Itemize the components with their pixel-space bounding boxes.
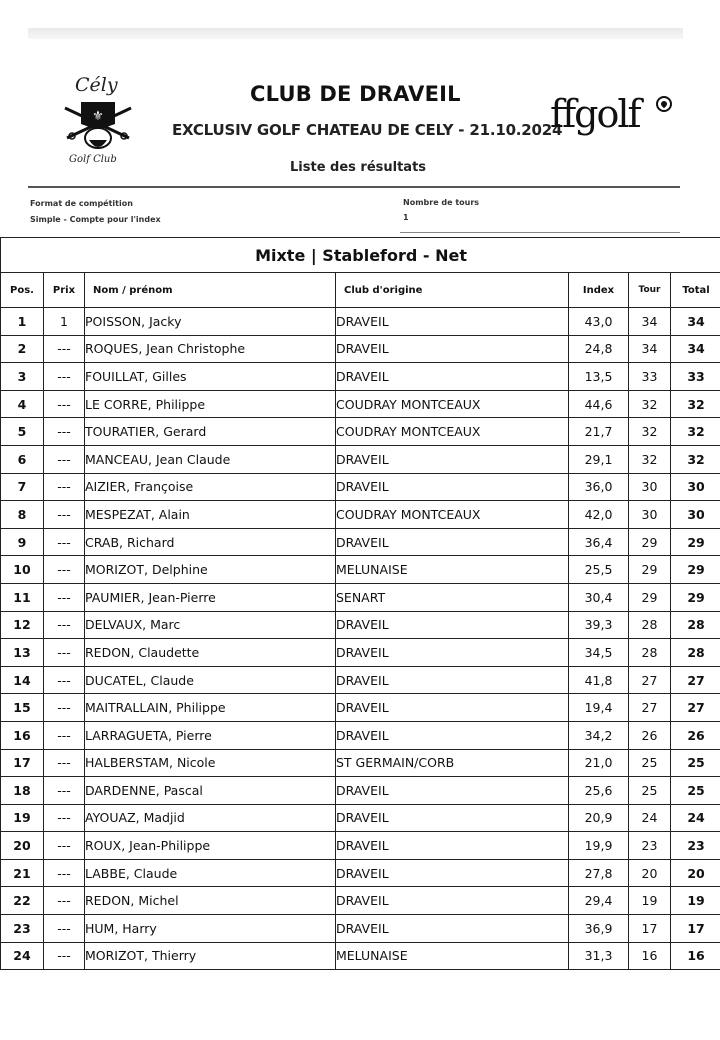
cell-club: DRAVEIL — [336, 915, 569, 943]
cell-club: DRAVEIL — [336, 611, 569, 639]
table-row — [1, 611, 720, 639]
cell-pos: 1 — [1, 308, 44, 336]
cell-pos: 18 — [1, 777, 44, 805]
table-row — [1, 528, 720, 556]
cell-name: CRAB, Richard — [85, 528, 336, 556]
cell-name: REDON, Claudette — [85, 639, 336, 667]
cell-tour: 30 — [629, 501, 671, 529]
cell-prix: --- — [44, 942, 85, 970]
cell-club: COUDRAY MONTCEAUX — [336, 501, 569, 529]
col-header-index: Index — [569, 273, 629, 308]
cell-pos: 21 — [1, 859, 44, 887]
cell-name: REDON, Michel — [85, 887, 336, 915]
cell-name: ROUX, Jean-Philippe — [85, 832, 336, 860]
cell-pos: 6 — [1, 445, 44, 473]
table-row — [1, 804, 720, 832]
cell-total: 32 — [671, 418, 720, 446]
cell-pos: 15 — [1, 694, 44, 722]
cell-prix: --- — [44, 694, 85, 722]
cell-tour: 30 — [629, 473, 671, 501]
cell-index: 13,5 — [569, 363, 629, 391]
cell-total: 29 — [671, 556, 720, 584]
cell-name: DELVAUX, Marc — [85, 611, 336, 639]
cell-prix: --- — [44, 501, 85, 529]
cell-total: 27 — [671, 666, 720, 694]
cell-index: 21,7 — [569, 418, 629, 446]
cell-tour: 34 — [629, 335, 671, 363]
cell-club: DRAVEIL — [336, 639, 569, 667]
table-row — [1, 556, 720, 584]
cell-pos: 24 — [1, 942, 44, 970]
table-row — [1, 721, 720, 749]
cell-index: 44,6 — [569, 390, 629, 418]
cell-total: 25 — [671, 777, 720, 805]
table-row — [1, 859, 720, 887]
cell-index: 25,6 — [569, 777, 629, 805]
table-row — [1, 418, 720, 446]
cell-tour: 19 — [629, 887, 671, 915]
table-row — [1, 308, 720, 336]
cell-total: 19 — [671, 887, 720, 915]
table-row — [1, 694, 720, 722]
cell-pos: 19 — [1, 804, 44, 832]
cell-name: PAUMIER, Jean-Pierre — [85, 583, 336, 611]
cell-name: HALBERSTAM, Nicole — [85, 749, 336, 777]
cell-tour: 28 — [629, 611, 671, 639]
col-header-prix: Prix — [44, 273, 85, 308]
cell-total: 28 — [671, 639, 720, 667]
cell-index: 34,2 — [569, 721, 629, 749]
cell-tour: 32 — [629, 390, 671, 418]
cell-tour: 16 — [629, 942, 671, 970]
cell-pos: 23 — [1, 915, 44, 943]
cell-prix: --- — [44, 639, 85, 667]
cell-club: DRAVEIL — [336, 859, 569, 887]
cell-tour: 29 — [629, 528, 671, 556]
cell-prix: --- — [44, 749, 85, 777]
cell-tour: 33 — [629, 363, 671, 391]
cell-tour: 28 — [629, 639, 671, 667]
cell-prix: --- — [44, 363, 85, 391]
cell-name: MANCEAU, Jean Claude — [85, 445, 336, 473]
cell-club: MELUNAISE — [336, 556, 569, 584]
cely-golf-club-logo — [55, 74, 140, 174]
cell-pos: 3 — [1, 363, 44, 391]
table-row — [1, 666, 720, 694]
cell-tour: 29 — [629, 583, 671, 611]
cell-index: 20,9 — [569, 804, 629, 832]
cell-total: 20 — [671, 859, 720, 887]
cell-prix: --- — [44, 473, 85, 501]
cell-name: TOURATIER, Gerard — [85, 418, 336, 446]
cell-index: 43,0 — [569, 308, 629, 336]
cell-total: 32 — [671, 445, 720, 473]
header-divider — [28, 186, 680, 188]
top-scan-bar — [28, 28, 683, 39]
cell-prix: --- — [44, 556, 85, 584]
cell-index: 29,4 — [569, 887, 629, 915]
cell-tour: 20 — [629, 859, 671, 887]
cell-tour: 25 — [629, 777, 671, 805]
table-row — [1, 832, 720, 860]
cell-pos: 4 — [1, 390, 44, 418]
cell-total: 28 — [671, 611, 720, 639]
cell-total: 24 — [671, 804, 720, 832]
cell-tour: 27 — [629, 694, 671, 722]
cell-index: 36,9 — [569, 915, 629, 943]
cell-pos: 11 — [1, 583, 44, 611]
cell-index: 36,4 — [569, 528, 629, 556]
cell-prix: 1 — [44, 308, 85, 336]
cell-pos: 8 — [1, 501, 44, 529]
table-row — [1, 777, 720, 805]
event-title: EXCLUSIV GOLF CHATEAU DE CELY - 21.10.2024 — [172, 121, 563, 139]
cell-pos: 13 — [1, 639, 44, 667]
cell-club: DRAVEIL — [336, 335, 569, 363]
cell-name: FOUILLAT, Gilles — [85, 363, 336, 391]
table-row — [1, 887, 720, 915]
cell-pos: 20 — [1, 832, 44, 860]
cell-index: 29,1 — [569, 445, 629, 473]
cell-pos: 7 — [1, 473, 44, 501]
cell-tour: 32 — [629, 418, 671, 446]
results-table — [0, 237, 720, 970]
col-header-total: Total — [671, 273, 720, 308]
table-caption: Mixte | Stableford - Net — [1, 238, 720, 273]
cell-index: 24,8 — [569, 335, 629, 363]
table-header-row — [1, 273, 720, 308]
cell-prix: --- — [44, 915, 85, 943]
cell-index: 27,8 — [569, 859, 629, 887]
cell-name: DARDENNE, Pascal — [85, 777, 336, 805]
table-row — [1, 390, 720, 418]
cell-pos: 9 — [1, 528, 44, 556]
cell-name: LABBE, Claude — [85, 859, 336, 887]
cell-pos: 10 — [1, 556, 44, 584]
cell-name: MESPEZAT, Alain — [85, 501, 336, 529]
cell-index: 34,5 — [569, 639, 629, 667]
cell-index: 30,4 — [569, 583, 629, 611]
cell-name: MAITRALLAIN, Philippe — [85, 694, 336, 722]
cell-pos: 14 — [1, 666, 44, 694]
col-header-club: Club d'origine — [336, 273, 569, 308]
cell-index: 21,0 — [569, 749, 629, 777]
cell-tour: 24 — [629, 804, 671, 832]
cell-pos: 17 — [1, 749, 44, 777]
table-row — [1, 583, 720, 611]
cell-prix: --- — [44, 418, 85, 446]
logo-golf-club-text: Golf Club — [69, 154, 117, 165]
cell-prix: --- — [44, 721, 85, 749]
cell-tour: 27 — [629, 666, 671, 694]
cell-total: 29 — [671, 583, 720, 611]
ffgolf-logo: ffgolf — [550, 92, 640, 136]
cell-total: 29 — [671, 528, 720, 556]
cell-pos: 16 — [1, 721, 44, 749]
cell-club: DRAVEIL — [336, 363, 569, 391]
list-title: Liste des résultats — [290, 160, 427, 175]
cell-club: DRAVEIL — [336, 445, 569, 473]
cell-club: DRAVEIL — [336, 308, 569, 336]
cell-name: LE CORRE, Philippe — [85, 390, 336, 418]
cell-tour: 32 — [629, 445, 671, 473]
cell-total: 23 — [671, 832, 720, 860]
col-header-pos: Pos. — [1, 273, 44, 308]
cell-total: 16 — [671, 942, 720, 970]
cell-total: 17 — [671, 915, 720, 943]
cell-prix: --- — [44, 335, 85, 363]
cell-tour: 29 — [629, 556, 671, 584]
table-row — [1, 915, 720, 943]
cell-name: MORIZOT, Delphine — [85, 556, 336, 584]
cell-prix: --- — [44, 859, 85, 887]
cell-index: 19,4 — [569, 694, 629, 722]
cell-total: 26 — [671, 721, 720, 749]
cell-index: 41,8 — [569, 666, 629, 694]
table-row — [1, 942, 720, 970]
table-row — [1, 501, 720, 529]
cell-total: 32 — [671, 390, 720, 418]
cell-tour: 23 — [629, 832, 671, 860]
cell-name: LARRAGUETA, Pierre — [85, 721, 336, 749]
cell-prix: --- — [44, 777, 85, 805]
cell-total: 33 — [671, 363, 720, 391]
cell-pos: 2 — [1, 335, 44, 363]
table-row — [1, 473, 720, 501]
table-row — [1, 445, 720, 473]
cell-name: ROQUES, Jean Christophe — [85, 335, 336, 363]
col-header-name: Nom / prénom — [85, 273, 336, 308]
cell-index: 31,3 — [569, 942, 629, 970]
cell-club: DRAVEIL — [336, 777, 569, 805]
cell-tour: 25 — [629, 749, 671, 777]
cell-index: 19,9 — [569, 832, 629, 860]
cell-prix: --- — [44, 887, 85, 915]
col-header-tour: Tour — [629, 273, 671, 308]
cell-club: ST GERMAIN/CORB — [336, 749, 569, 777]
rounds-value: 1 — [403, 213, 409, 222]
cell-club: DRAVEIL — [336, 666, 569, 694]
cell-club: DRAVEIL — [336, 473, 569, 501]
cell-club: COUDRAY MONTCEAUX — [336, 418, 569, 446]
cell-total: 27 — [671, 694, 720, 722]
cell-total: 25 — [671, 749, 720, 777]
cell-club: DRAVEIL — [336, 804, 569, 832]
cell-name: MORIZOT, Thierry — [85, 942, 336, 970]
crossed-clubs-crest-icon — [63, 98, 133, 156]
cell-prix: --- — [44, 583, 85, 611]
format-label: Format de compétition — [30, 199, 133, 208]
cell-club: DRAVEIL — [336, 721, 569, 749]
cell-prix: --- — [44, 445, 85, 473]
cell-tour: 26 — [629, 721, 671, 749]
cell-club: DRAVEIL — [336, 694, 569, 722]
cell-index: 42,0 — [569, 501, 629, 529]
cell-total: 30 — [671, 473, 720, 501]
cell-index: 39,3 — [569, 611, 629, 639]
cell-total: 30 — [671, 501, 720, 529]
logo-cely-text: Cély — [75, 74, 118, 96]
table-row — [1, 363, 720, 391]
cell-club: COUDRAY MONTCEAUX — [336, 390, 569, 418]
cell-prix: --- — [44, 804, 85, 832]
rounds-label: Nombre de tours — [403, 198, 480, 207]
svg-text:⚜: ⚜ — [92, 109, 104, 124]
cell-name: AYOUAZ, Madjid — [85, 804, 336, 832]
cell-pos: 12 — [1, 611, 44, 639]
ffgolf-registered-icon — [656, 96, 672, 112]
table-row — [1, 335, 720, 363]
cell-club: DRAVEIL — [336, 887, 569, 915]
cell-tour: 34 — [629, 308, 671, 336]
cell-total: 34 — [671, 308, 720, 336]
cell-club: DRAVEIL — [336, 832, 569, 860]
cell-prix: --- — [44, 528, 85, 556]
table-row — [1, 639, 720, 667]
meta-divider — [400, 232, 680, 233]
cell-name: AIZIER, Françoise — [85, 473, 336, 501]
cell-name: HUM, Harry — [85, 915, 336, 943]
cell-index: 25,5 — [569, 556, 629, 584]
cell-tour: 17 — [629, 915, 671, 943]
table-row — [1, 749, 720, 777]
cell-pos: 5 — [1, 418, 44, 446]
club-title: CLUB DE DRAVEIL — [250, 82, 461, 106]
cell-club: DRAVEIL — [336, 528, 569, 556]
cell-club: SENART — [336, 583, 569, 611]
cell-name: DUCATEL, Claude — [85, 666, 336, 694]
cell-prix: --- — [44, 832, 85, 860]
cell-pos: 22 — [1, 887, 44, 915]
cell-prix: --- — [44, 666, 85, 694]
format-value: Simple - Compte pour l'index — [30, 215, 161, 224]
cell-club: MELUNAISE — [336, 942, 569, 970]
cell-name: POISSON, Jacky — [85, 308, 336, 336]
cell-prix: --- — [44, 390, 85, 418]
cell-total: 34 — [671, 335, 720, 363]
cell-prix: --- — [44, 611, 85, 639]
cell-index: 36,0 — [569, 473, 629, 501]
